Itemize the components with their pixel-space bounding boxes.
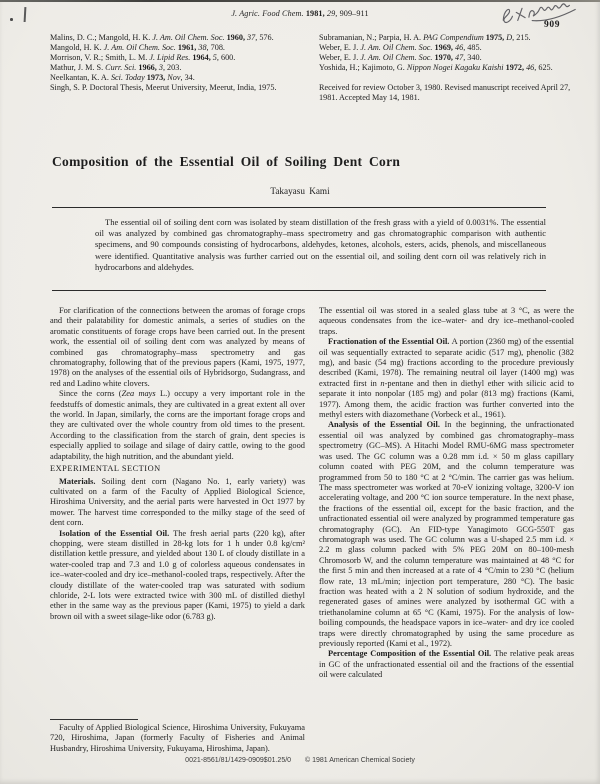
body-paragraph: The essential oil was stored in a sealed glass tube at 3 °C, as were the aqueous condensates from the ice–water- and dry ice–methanol-cooled traps. — [319, 306, 574, 336]
body-left-column — [50, 306, 305, 758]
reference-entry: Morrison, V. R.; Smith, L. M. J. Lipid Res. 1964, 5, 600. — [50, 53, 236, 63]
received-dates-note: Received for review October 3, 1980. Revised manuscript received April 27, 1981. Accepted May 14, 1981. — [319, 83, 571, 103]
footnote-block — [50, 719, 305, 754]
author-name: Takayasu Kami — [270, 186, 330, 196]
abstract-text: The essential oil of soiling dent corn was isolated by steam distillation of the fresh grass with a yield of 0.0031%. The essential oil was analyzed by combined gas chromatography–mass spectrometry and gas chromatographic comparison with authentic specimens, and 90 compounds consisting of hydrocarbons, aldehydes, ketones, alcohols, esters, acids, phenols, and miscellaneous were identified. Quantitative analysis was further carried out on the essential oil, and soiling dent corn oil was relatively rich in hydrocarbons and aldehydes. — [95, 217, 546, 272]
reference-entry: Mangold, H. K. J. Am. Oil Chem. Soc. 1961, 38, 708. — [50, 43, 225, 53]
scan-dot-artifact — [10, 18, 13, 21]
body-paragraph: Isolation of the Essential Oil. The fresh aerial parts (220 kg), after chopping, were steam distilled in 28-kg lots for 1 h under 0.8 kg/cm² distillation kettle pressure, and yielded about 130 L of cloudy distillate in a water-cooled trap and 7.3 and 1.0 g of colorless aqueous condensates in ice–water-cooled and dry ice–methanol-cooled traps, respectively. After the cloudy distillate of the water-cooled trap was saturated with sodium chloride, 2-L lots were extracted twice with 300 mL of distilled diethyl ether in the same way as the previous paper (Kami, 1975) to yield a dark brown oil with a sweet silage-like odor (6.783 g). — [50, 528, 305, 621]
reference-entry: Weber, E. J. J. Am. Oil Chem. Soc. 1970, 47, 340. — [319, 53, 482, 63]
page-footer — [0, 757, 600, 764]
references-left-column — [50, 33, 305, 104]
page-number: 909 — [544, 20, 561, 30]
abstract-rule-top — [52, 207, 546, 208]
journal-citation: J. Agric. Food Chem. 1981, 29, 909–911 — [231, 9, 369, 18]
abstract-rule-bottom — [52, 290, 546, 291]
body-paragraph: For clarification of the connections between the aromas of forage crops and their palatability for domestic animals, a series of studies on the aromatic constituents of forage crops have been carried out. In the present work, the essential oil of soiling dent corn was analyzed by means of combined gas chromatography–mass spectrometry and gas chromatography, following that of the previous papers (Kami, 1975, 1977, 1978) on the analyses of the essential oils of Hybridsorgo, Sudangrass, and red and Ladino white clovers. — [50, 306, 305, 388]
reference-entry: Subramanian, N.; Parpia, H. A. PAG Compendium 1975, D, 215. — [319, 33, 531, 42]
scan-edge-artifact — [0, 0, 600, 2]
reference-entry: Yoshida, H.; Kajimoto, G. Nippon Nogei Kagaku Kaishi 1972, 46, 625. — [319, 63, 553, 73]
article-code: 0021-8561/81/1429-0909$01.25/0 — [185, 757, 292, 764]
handwritten-signature-icon — [494, 0, 585, 31]
body-paragraph: Since the corns (Zea mays L.) occupy a very important role in the feedstuffs of domestic animals, they are cultivated in a great extent all over the world. In Japan, similarly, the corns are the important forage crops and they are cultivated over the whole country from old times to the present. According to the classification from the starch of grain, dent species is especially applied to soilage and silage of dairy cattle, owing to the good adaptability, the high nutrition, and the abundant yield. — [50, 389, 305, 461]
reference-entry: Weber, E. J. J. Am. Oil Chem. Soc. 1969, 46, 485. — [319, 43, 482, 53]
body-paragraph: Analysis of the Essential Oil. In the beginning, the unfractionated essential oil was analyzed by combined gas chromatography–mass spectrometry (GC–MS). A Hitachi Model RMU-6MG mass spectrometer was used. The GC column was a 0.28 mm i.d. × 50 m glass capillary column coated with PEG 20M, and the column temperature was programmed from 50 to 180 °C at 2 °C/min. The carrier gas was helium. The mass spectrometer was worked at 70-eV ionizing voltage, 3200-V ion accelerating voltage, and 200 °C ion source temperature. In the next phase, the fractions of the essential oil, except for the basic fraction, and the unfractionated essential oil were analyzed by programmed temperature gas chromatography (GC). An FID-type Yanagimoto GCG-550T gas chromatograph was used. The GC column was a U-shaped 2.5 mm i.d. × 2.2 m glass column packed with 5% PEG 20M on 80–100-mesh Chromosorb W, and the column temperature was maintained at 48 °C for the first 5 min and then increased at a rate of 4 °C/min to 230 °C (helium flow rate, 13 mL/min; injection port temperature, 280 °C). The basic fraction was heated with a 2 N solution of sodium hydroxide, and the regenerated gases of amines were analyzed by isothermal GC with a triethanolamine column at 65 °C (Kami, 1975). For the analysis of low-boiling compounds, the headspace vapors in ice–water- and dry ice cooled traps were directly chromatographed by using the same procedure as previously reported (Kami et al., 1972). — [319, 420, 574, 648]
reference-entry: Neelkantan, K. A. Sci. Today 1973, Nov, 34. — [50, 73, 195, 83]
body-paragraph: Percentage Composition of the Essential Oil. The relative peak areas in GC of the unfractionated essential oil and the fractions of the essential oil were calculated — [319, 649, 574, 680]
experimental-section-heading: EXPERIMENTAL SECTION — [50, 464, 161, 474]
footnote-rule — [50, 719, 138, 720]
article-title: Composition of the Essential Oil of Soiling Dent Corn — [52, 154, 401, 169]
article-body — [50, 306, 574, 758]
references-section — [50, 33, 574, 104]
reference-entry: Singh, S. P. Doctoral Thesis, Meerut University, Meerut, India, 1975. — [50, 83, 277, 93]
reference-entry: Malins, D. C.; Mangold, H. K. J. Am. Oil Chem. Soc. 1960, 37, 576. — [50, 33, 274, 42]
reference-entry: Mathur, J. M. S. Curr. Sci. 1966, 3, 203. — [50, 63, 182, 73]
body-paragraph: Materials. Soiling dent corn (Nagano No. 1, early variety) was cultivated on a farm of the Faculty of Applied Biological Science, Hiroshima University, and the aerial parts were harvested in Oct 1977 by mower. The harvest time corresponded to the milky stage of the seed of dent corn. — [50, 476, 305, 528]
affiliation-footnote: Faculty of Applied Biological Science, Hiroshima University, Fukuyama 720, Hiroshima, Japan (formerly Faculty of Fisheries and Animal Husbandry, Hiroshima University, Fukuyama, Hiroshima, Japan). — [50, 722, 305, 753]
copyright-notice: © 1981 American Chemical Society — [305, 757, 415, 764]
body-paragraph: Fractionation of the Essential Oil. A portion (2360 mg) of the essential oil was sequentially extracted to separate acidic (517 mg), phenolic (382 mg), and basic (54 mg) fractions according to the procedure previously described (Kami, 1978). The remaining neutral oil layer (1400 mg) was extracted first in n-pentane and then in diethyl ether with silicic acid to separate it into nonpolar (185 mg) and polar (813 mg) fractions (Kami, 1977). Among them, the acidic fraction was further converted into the methyl esters with diazomethane (Vorbeck et al., 1961). — [319, 337, 574, 420]
body-right-column — [319, 306, 574, 758]
references-right-column — [319, 33, 574, 104]
